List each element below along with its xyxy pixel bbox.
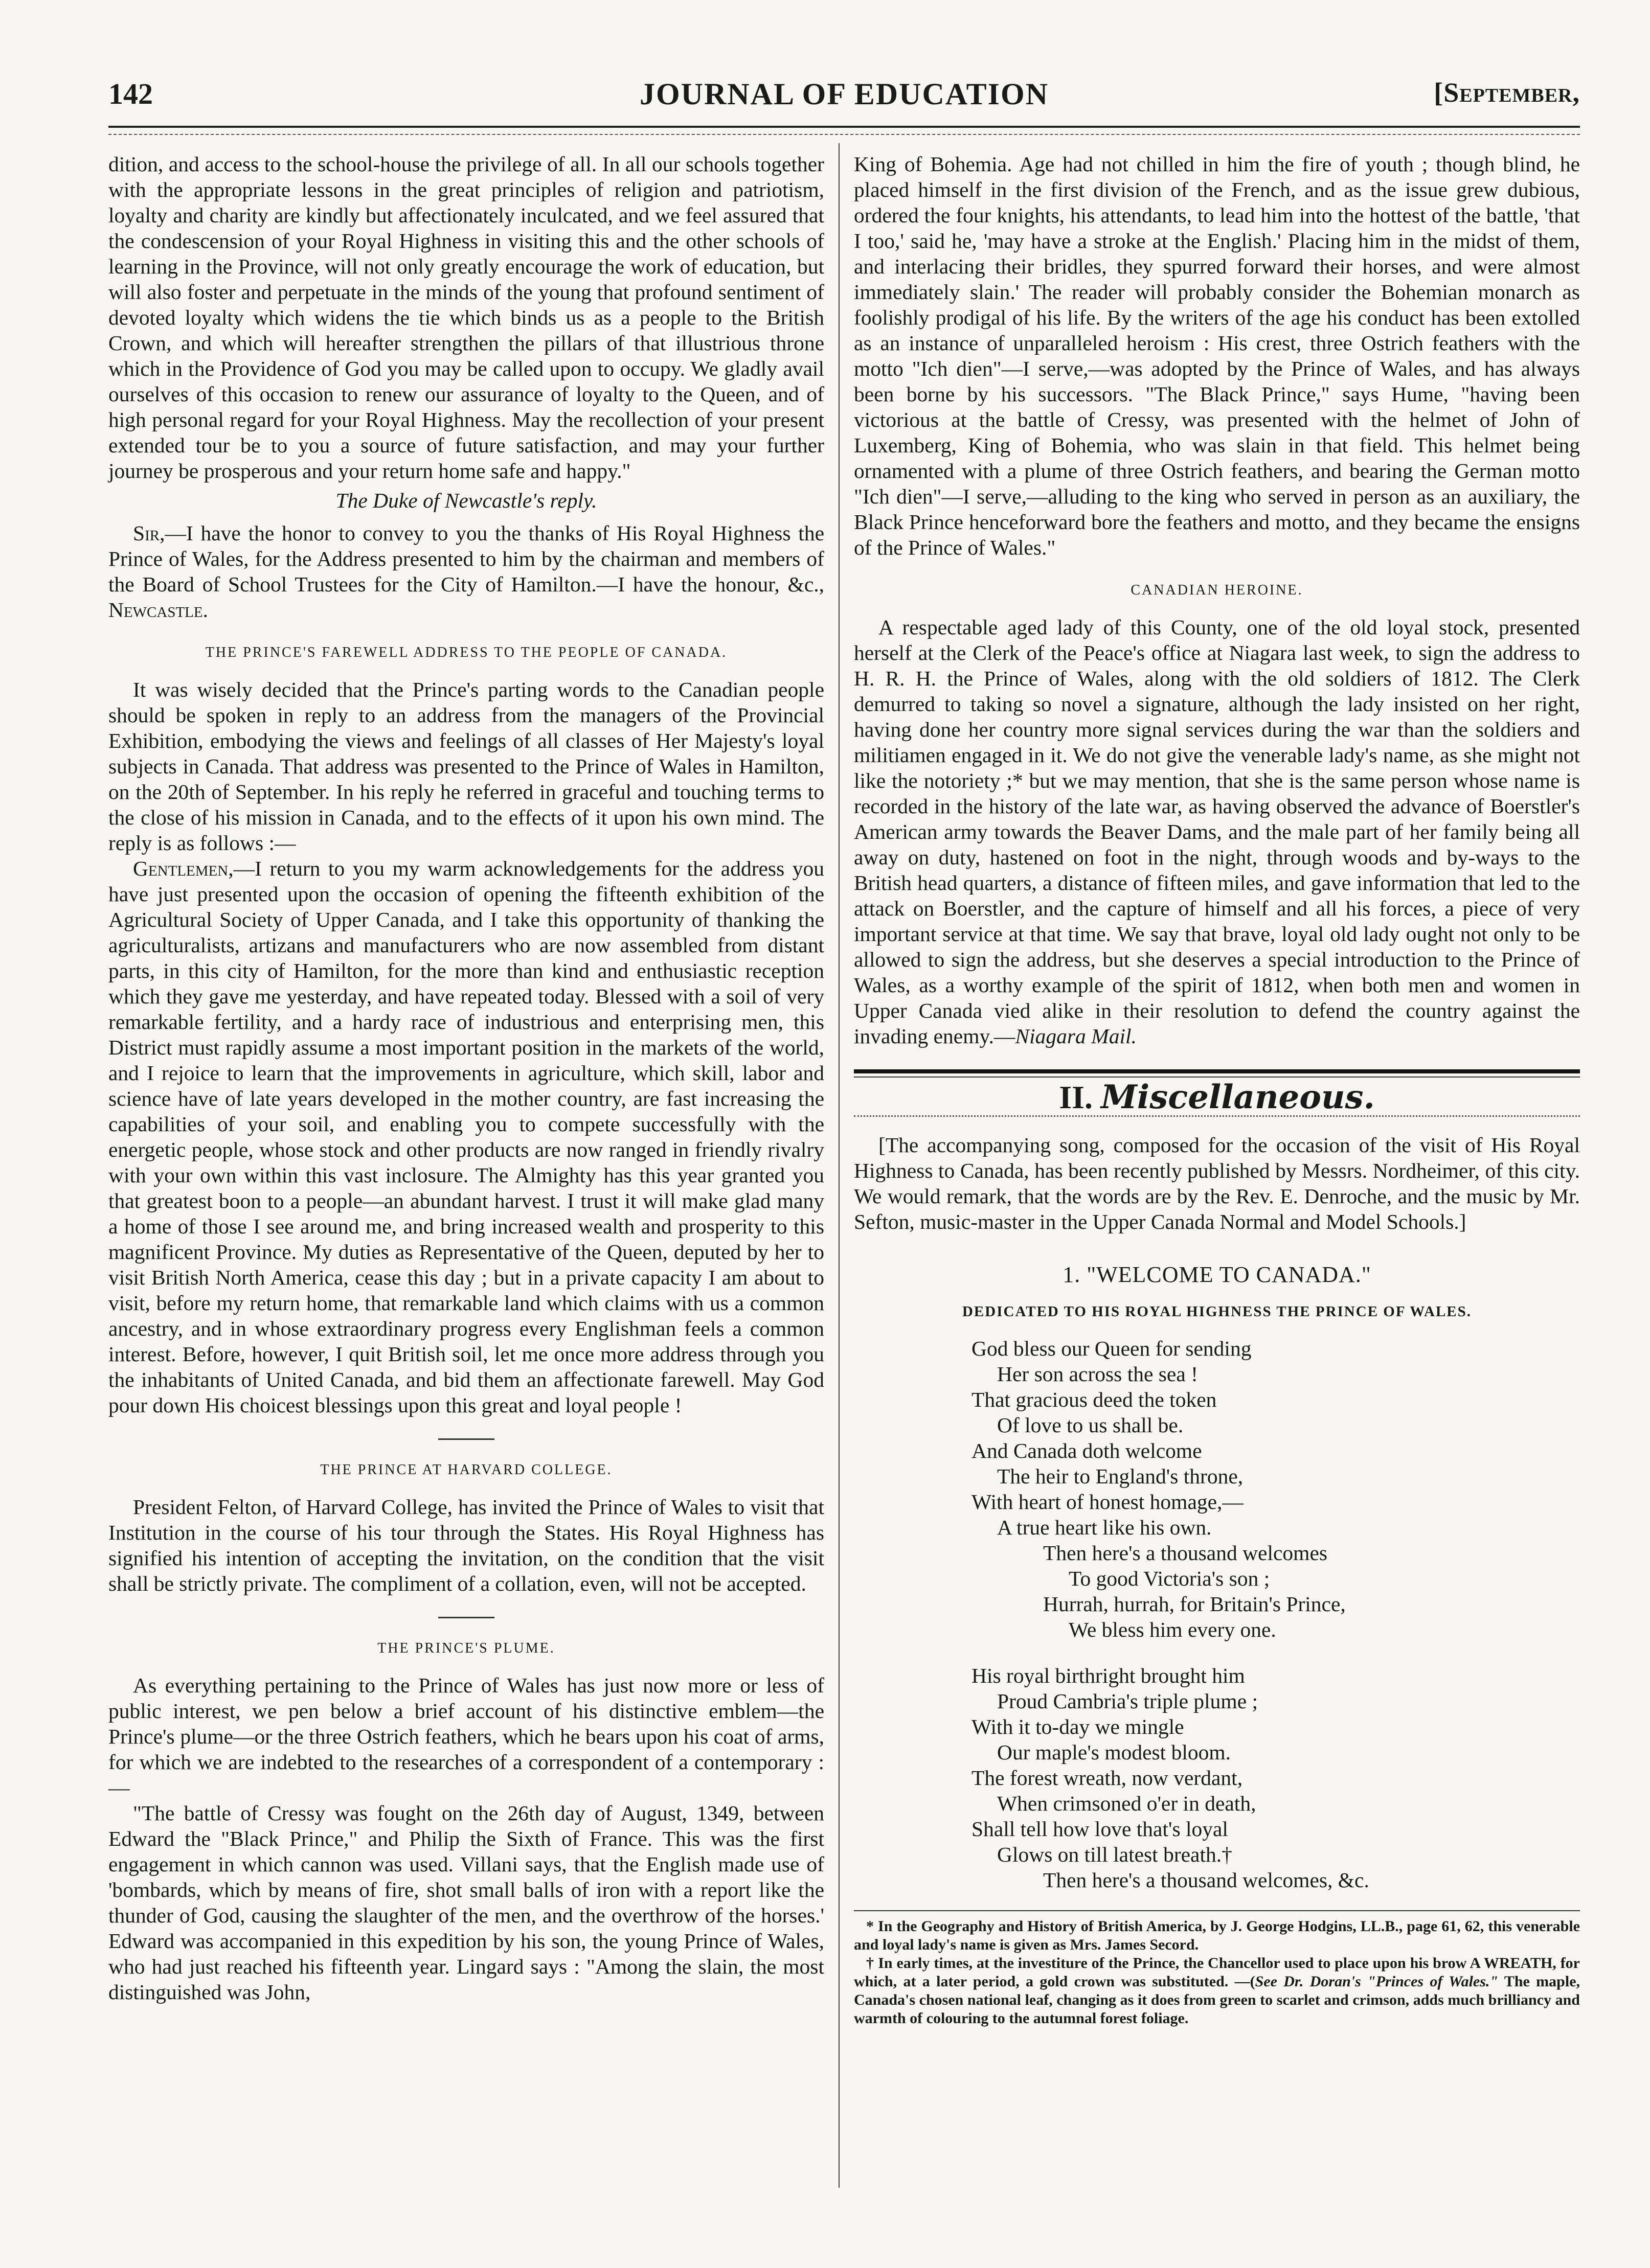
verse-line: The heir to England's throne, — [997, 1464, 1244, 1488]
header-rule — [108, 126, 1580, 128]
farewell-heading: THE PRINCE'S FAREWELL ADDRESS TO THE PEOPLE OF CANADA. — [205, 645, 728, 660]
farewell-body: —I return to you my warm acknowledgements for the address you have just presented upon the occasion of opening the fifteenth exhibition of the Agricultural Society of Upper Canada, and I take this opportunity of thanking the agriculturalists, artizans and manufacturers who are now assembled from distant parts, in this city of Hamilton, for the more than kind and enthusiastic reception which they gave me yesterday, and have repeated today. Blessed with a soil of very remarkable fertility, and a hardy race of industrious and enterprising men, this District must rapidly assume a most important position in the markets of the world, and I rejoice to learn that the improvements in agriculture, which skill, labor and science have of late years developed in the mother country, are fast increasing the capabilities of your soil, and enabling you to compete successfully with the energetic people, whose stock and other products are now ranged in friendly rivalry with your own within this vast inclosure. The Almighty has this year granted you that greatest boon to a people—an abundant harvest. I trust it will make glad many a home of those I see around me, and bring increased wealth and prosperity to this magnificent Province. My duties as Representative of the Queen, deputed by her to visit British North America, cease this day ; but in a private capacity I am about to visit, before my return home, that remarkable land which claims with us a common ancestry, and in whose extraordinary progress every Englishman feels a common interest. Before, however, I quit British soil, let me once more address through you the inhabitants of United Canada, and bid them an affectionate farewell. May God pour down His choicest blessings upon this great and loyal people ! — [108, 857, 824, 1417]
song-title: 1. "WELCOME TO CANADA." — [1063, 1262, 1371, 1287]
plume-heading: THE PRINCE'S PLUME. — [377, 1640, 555, 1656]
plume-quote: "The battle of Cressy was fought on the 26th day of August, 1349, between Edward the "Black Prince," and Philip the Sixth of France. This was the first engagement in which cannon was used. Villani says, that the English made use of 'bombards, which by means of fire, shot small balls of iron with a report like the thunder of God, causing the slaughter of the men, and the overthrow of the horses.' Edward was accompanied in this expedition by his son, the young Prince of Wales, who had just reached his fifteenth year. Lingard says : "Among the slain, the most distinguished was John, — [108, 1801, 824, 2004]
right-column — [854, 151, 1580, 2028]
plume-intro: As everything pertaining to the Prince of Wales has just now more or less of public interest, we pen below a brief account of his distinctive emblem—the Prince's plume—or the three Ostrich feathers, which he bears upon his coat of arms, for which we are indebted to the researches of a correspondent of a contemporary :— — [108, 1674, 824, 1799]
left-column — [108, 151, 824, 2005]
journal-title: JOURNAL OF EDUCATION — [639, 77, 1049, 111]
farewell-intro: It was wisely decided that the Prince's parting words to the Canadian people should be spoken in reply to an address from the managers of the Provincial Exhibition, embodying the views and feelings of all classes of Her Majesty's loyal subjects in Canada. That address was presented to the Prince of Wales in Hamilton, on the 20th of September. In his reply he referred in graceful and touching terms to the close of his mission in Canada, and to the effects of it upon his own mind. The reply is as follows :— — [108, 678, 824, 855]
verse-line: God bless our Queen for sending — [971, 1337, 1252, 1360]
farewell-salutation: Gentlemen, — [133, 857, 234, 880]
verse-line: Our maple's modest bloom. — [997, 1740, 1231, 1764]
heroine-body: A respectable aged lady of this County, one of the old loyal stock, presented herself at the Clerk of the Peace's office at Niagara last week, to sign the address to H. R. H. the Prince of Wales, along with the old soldiers of 1812. The Clerk demurred to taking so novel a signature, although the lady insisted on her right, having done her country more signal services during the war than the soldiers and militiamen engaged in it. We do not give the venerable lady's name, as she might not like the notoriety ;* but we may mention, that she is the same person whose name is recorded in the history of the late war, as having observed the advance of Boerstler's American army towards the Beaver Dams, and the male part of her family being all away on duty, hastened on foot in the night, through woods and by-ways to the British head quarters, a distance of fifteen miles, and gave information that led to the attack on Boerstler, and the capture of himself and all his forces, a piece of very important service at that time. We say that brave, loyal old lady ought not only to be allowed to sign the address, but she deserves a special introduction to the Prince of Wales, as a worthy example of the spirit of 1812, when both men and women in Upper Canada vied alike in their resolution to defend the country against the invading enemy.— — [854, 615, 1580, 1048]
song-verses — [971, 1336, 1580, 1893]
verse-line: A true heart like his own. — [997, 1516, 1212, 1539]
song-dedication: DEDICATED TO HIS ROYAL HIGHNESS THE PRINCE OF WALES. — [962, 1303, 1472, 1320]
section-rule-thin — [854, 1076, 1580, 1078]
section-title: Miscellaneous. — [1101, 1078, 1375, 1116]
footnote-2-citation: See Dr. Doran's "Princes of Wales." — [1255, 1973, 1499, 1990]
verse-line: Proud Cambria's triple plume ; — [997, 1689, 1258, 1713]
duke-reply — [108, 520, 824, 623]
verse-line: Shall tell how love that's loyal — [971, 1817, 1228, 1841]
reply-heading: The Duke of Newcastle's reply. — [335, 489, 597, 512]
harvard-heading: THE PRINCE AT HARVARD COLLEGE. — [320, 1462, 613, 1478]
song-intro: [The accompanying song, composed for the occasion of the visit of His Royal Highness to Canada, has been recently published by Messrs. Nordheimer, of this city. We would remark, that the words are by the Rev. E. Denroche, and the music by Mr. Sefton, music-master in the Upper Canada Normal and Model Schools.] — [854, 1133, 1580, 1233]
miscellaneous-heading — [854, 1078, 1580, 1116]
footnote-rule — [854, 1910, 1580, 1911]
header-month: [September, — [1434, 77, 1580, 108]
verse-line: His royal birthright brought him — [971, 1664, 1245, 1687]
running-header — [108, 77, 1580, 118]
verse-line: Then here's a thousand welcomes, &c. — [1043, 1868, 1369, 1892]
reply-body: —I have the honor to convey to you the thanks of His Royal Highness the Prince of Wales, for the Address presented to him by the chairman and members of the Board of School Trustees for the City of Hamilton.—I have the honour, &c., — [108, 521, 824, 596]
header-rule-dashed — [108, 134, 1580, 135]
heroine-article — [854, 614, 1580, 1049]
footnote-1: * In the Geography and History of British America, by J. George Hodgins, LL.B., page 61, 62, this venerable and loyal lady's name is given as Mrs. James Secord. — [854, 1918, 1580, 1953]
farewell-reply — [108, 856, 824, 1418]
column-divider — [839, 143, 840, 2188]
verse-line: That gracious deed the token — [971, 1388, 1217, 1411]
plume-quote-continuation: King of Bohemia. Age had not chilled in him the fire of youth ; though blind, he placed himself in the first division of the French, and as the issue grew dubious, ordered the four knights, his attendants, to lead him into the hottest of the battle, 'that I too,' said he, 'may have a stroke at the English.' Placing him in the midst of them, and interlacing their bridles, they spurred forward their horses, and were almost immediately slain.' The reader will probably consider the Bohemian monarch as foolishly prodigal of his life. By the writers of the age his conduct has been extolled as an instance of unparalleled heroism : His crest, three Ostrich feathers with the motto "Ich dien"—I serve,—was adopted by the Prince of Wales, and has always been borne by his successors. "The Black Prince," says Hume, "having been victorious at the battle of Cressy, was presented with the helmet of John of Luxemberg, King of Bohemia, who was slain in that field. This helmet being ornamented with a plume of three Ostrich feathers, and bearing the German motto "Ich dien"—I serve,—alluding to the king who served in person as an auxiliary, the Black Prince henceforward bore the feathers and motto, and they became the ensigns of the Prince of Wales." — [854, 152, 1580, 559]
verse-line: Her son across the sea ! — [997, 1362, 1198, 1386]
verse-line: Then here's a thousand welcomes — [1043, 1541, 1328, 1565]
harvard-article: President Felton, of Harvard College, has invited the Prince of Wales to visit that Institution in the course of his tour through the States. His Royal Highness has signified his intention of accepting the invitation, on the condition that the visit shall be strictly private. The compliment of a collation, even, will not be accepted. — [108, 1495, 824, 1595]
verse-line: And Canada doth welcome — [971, 1439, 1202, 1462]
section-divider — [438, 1438, 494, 1440]
reply-salutation: Sir, — [133, 521, 165, 545]
verse-line: Of love to us shall be. — [997, 1413, 1184, 1437]
verse-line: We bless him every one. — [1069, 1618, 1276, 1641]
verse-line: To good Victoria's son ; — [1069, 1567, 1270, 1590]
verse-line: Glows on till latest breath.† — [997, 1843, 1232, 1866]
verse-line: Hurrah, hurrah, for Britain's Prince, — [1043, 1592, 1346, 1616]
section-divider — [438, 1617, 494, 1618]
address-continuation: dition, and access to the school-house the privilege of all. In all our schools together with the appropriate lessons in the great principles of religion and patriotism, loyalty and charity are kindly but affectionately inculcated, and we feel assured that the condescension of your Royal Highness in visiting this and the other schools of learning in the Province, will not only greatly encourage the work of education, but will also foster and perpetuate in the minds of the young that profound sentiment of devoted loyalty which widens the tie which binds us as a people to the British Crown, and which will hereafter strengthen the pillars of that illustrious throne which in the Providence of God you may be called upon to occupy. We gladly avail ourselves of this occasion to renew our assurance of loyalty to the Queen, and of high personal regard for your Royal Highness. May the recollection of your present extended tour be to you a source of future satisfaction, and may your further journey be prosperous and your return home safe and happy." — [108, 152, 824, 483]
stanza-gap — [971, 1642, 1580, 1663]
section-rule-thick — [854, 1069, 1580, 1073]
heroine-heading: CANADIAN HEROINE. — [1131, 582, 1303, 598]
verse-line: When crimsoned o'er in death, — [997, 1792, 1256, 1815]
footnote-2-part1: † In early times, at the investiture of the Prince, the Chancellor used to place upon his brow A WREATH, for which, at a later period, a gold crown was substituted. —( — [854, 1955, 1580, 1990]
footnote-2-part2: The maple, Canada's chosen national leaf, changing as it does from green to scarlet and crimson, adds much brilliancy and warmth of colouring to the autumnal forest foliage. — [854, 1973, 1580, 2027]
reply-signature: Newcastle. — [108, 598, 208, 622]
footnote-2 — [854, 1954, 1580, 2028]
verse-line: The forest wreath, now verdant, — [971, 1766, 1243, 1790]
heroine-source: Niagara Mail. — [1015, 1024, 1137, 1048]
verse-line: With it to-day we mingle — [971, 1715, 1184, 1738]
verse-line: With heart of honest homage,— — [971, 1490, 1244, 1514]
page-number: 142 — [108, 77, 153, 110]
section-number: II. — [1059, 1079, 1093, 1115]
